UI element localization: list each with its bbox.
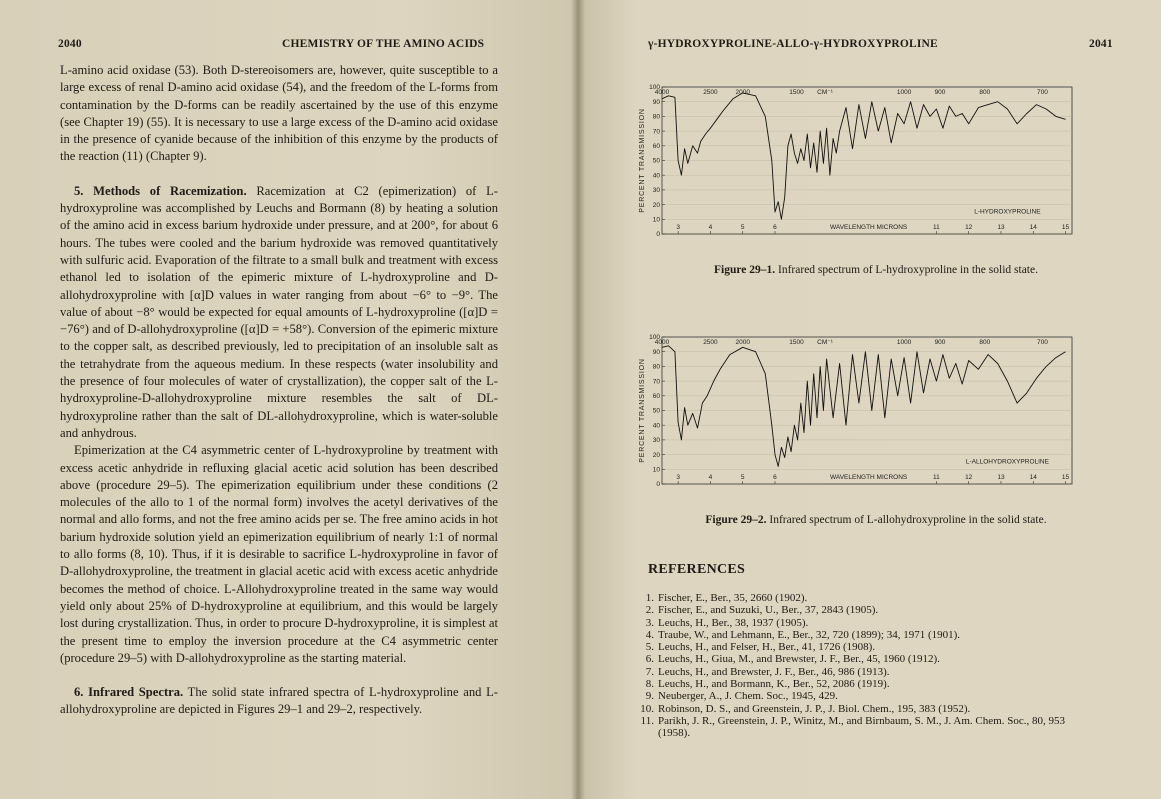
top-tick-label: 700 xyxy=(1037,89,1048,96)
reference-item: 5. Leuchs, H., and Felser, H., Ber., 41, 1726 (1908). xyxy=(645,641,876,654)
figure-number: Figure 29–2. xyxy=(705,514,767,526)
reference-item: 3. Leuchs, H., Ber., 38, 1937 (1905). xyxy=(645,616,809,629)
x-tick-label: 11 xyxy=(933,224,940,231)
reference-item: 10. Robinson, D. S., and Greenstein, J. P., J. Biol. Chem., 195, 383 (1952). xyxy=(640,702,971,715)
paragraph-infrared xyxy=(60,684,498,719)
left-page-number: 2040 xyxy=(58,38,82,50)
top-tick-label: 2500 xyxy=(703,89,718,96)
y-tick-label: 70 xyxy=(652,378,660,386)
paragraph-racemization xyxy=(60,183,498,442)
figure-caption-text: Infrared spectrum of L-allohydroxyproline in the solid state. xyxy=(769,514,1047,526)
figure-29-1 xyxy=(636,84,1076,276)
spectrum-line xyxy=(662,346,1066,467)
x-tick-label: 15 xyxy=(1061,224,1070,231)
x-tick-label: 4 xyxy=(708,474,713,481)
top-tick-label: 1500 xyxy=(789,339,804,346)
reference-item: 4. Traube, W., and Lehmann, E., Ber., 32, 720 (1899); 34, 1971 (1901). xyxy=(645,628,961,641)
top-tick-label: 2000 xyxy=(735,89,750,96)
x-tick-label: 12 xyxy=(965,474,973,481)
left-body-text xyxy=(60,62,498,719)
reference-item: 8. Leuchs, H., and Bormann, K., Ber., 52, 2086 (1919). xyxy=(645,678,890,691)
top-tick-label: 4000 xyxy=(654,339,670,346)
reference-item: 7. Leuchs, H., and Brewster, J. F., Ber., 46, 986 (1913). xyxy=(645,665,890,678)
y-tick-label: 30 xyxy=(652,437,660,445)
x-tick-label: 14 xyxy=(1029,474,1037,481)
y-tick-label: 10 xyxy=(652,216,660,224)
x-tick-label: 14 xyxy=(1029,224,1037,231)
top-tick-label: 1000 xyxy=(896,339,912,346)
figure-caption xyxy=(676,514,1076,526)
y-tick-label: 90 xyxy=(652,98,660,106)
y-axis-label: PERCENT TRANSMISSION xyxy=(639,358,646,463)
y-tick-label: 40 xyxy=(652,422,660,430)
y-tick-label: 100 xyxy=(649,84,660,92)
figure-29-2 xyxy=(636,334,1076,526)
figure-caption xyxy=(676,264,1076,276)
top-tick-label: 1000 xyxy=(896,89,912,96)
x-axis-label: WAVELENGTH MICRONS xyxy=(829,474,908,481)
y-tick-label: 70 xyxy=(652,128,660,136)
top-tick-label: 2000 xyxy=(735,339,750,346)
y-tick-label: 30 xyxy=(652,187,660,195)
reference-item: 11. Parikh, J. R., Greenstein, J. P., Winitz, M., and Birnbaum, S. M., J. Am. Chem. Soc., 80, 953 (1958). xyxy=(640,714,1065,740)
sample-label: L-ALLOHYDROXYPROLINE xyxy=(965,458,1049,466)
heading-racemization: 5. Methods of Racemization. xyxy=(74,183,247,198)
y-tick-label: 50 xyxy=(652,157,660,165)
x-axis-label: WAVELENGTH MICRONS xyxy=(829,224,908,231)
top-tick-label: CM⁻¹ xyxy=(817,339,833,346)
y-tick-label: 0 xyxy=(656,481,660,489)
x-tick-label: 13 xyxy=(997,224,1005,231)
right-page xyxy=(578,0,1161,799)
reference-item: 2. Fischer, E., and Suzuki, U., Ber., 37, 2843 (1905). xyxy=(645,604,879,617)
top-tick-label: 900 xyxy=(934,339,946,346)
left-page xyxy=(0,0,578,799)
paragraph-epimerization: Epimerization at the C4 asymmetric center of L-hydroxyproline by treatment with excess acetic anhydride in refluxing glacial acetic acid solution has been described above (procedure 29–5). The epimerization equilibrium under these conditions (2 molecules of the allo to 1 of the normal form) involves the acetyl derivatives of the normal and allo forms, and not the free amino acids per se. The free amino acids in hot barium hydroxide solution yield an epimerization equilibrium of nearly 1:1 of normal to allo forms (8, 10). Thus, if it is desirable to sacrifice L-hydroxyproline in favor of D-allohydroxyproline, the treatment in glacial acetic acid with excess acetic anhydride becomes the method of choice. L-Allohydroxyproline treated in the same way would yield only about 25% of D-hydroxyproline at equilibrium, and this would be largely lost during crystallization. Thus, in order to procure D-hydroxyproline, it is simplest at the present time to employ the inversion procedure at the C4 asymmetric center (procedure 29–5) with D-allohydroxyproline as the starting material. xyxy=(60,443,498,665)
spectrum-chart xyxy=(636,84,1076,249)
y-tick-label: 0 xyxy=(656,231,660,239)
y-tick-label: 80 xyxy=(652,113,660,121)
book-gutter xyxy=(571,0,585,799)
y-tick-label: 90 xyxy=(652,348,660,356)
right-page-number: 2041 xyxy=(1089,38,1113,50)
y-tick-label: 60 xyxy=(652,393,660,400)
y-tick-label: 40 xyxy=(652,172,660,180)
x-tick-label: 13 xyxy=(997,474,1005,481)
y-tick-label: 10 xyxy=(652,466,660,474)
x-tick-label: 5 xyxy=(740,224,745,231)
sample-label: L-HYDROXYPROLINE xyxy=(974,208,1041,216)
paragraph-racemization-text: Racemization at C2 (epimerization) of L-hydroxyproline was accomplished by Leuchs and Bormann (8) by heating a solution of the amino acid in excess barium hydroxide under pressure, and at 200°, for about 6 hours. The tubes were cooled and the barium hydroxide was removed quantitatively with sulfuric acid. Evaporation of the filtrate to a small bulk and treatment with excess ethanol led to isolation of the epimeric mixture of L-hydroxyproline and D-allohydroxyproline with [α]D values in water ranging from about −6° to −9°. The value of about −8° would be expected for equal amounts of L-hydroxyproline ([α]D = −76°) and of D-allohydroxyproline ([α]D = +58°). Conversion of the epimeric mixture to the copper salt, as described previously, led to precipitation of an insoluble salt as the tetrahydrate from the aqueous medium. In these respects (water insolubility and the presence of four molecules of water of crystallization), the copper salt of the L-hydroxyproline-D-allohydroxyproline mixture resembles the salt of DL-hydroxyproline rather than the salt of DL-allohydroxyproline, which is water-soluble and anhydrous. xyxy=(60,183,498,440)
top-tick-label: 1500 xyxy=(789,89,804,96)
spectrum-svg xyxy=(636,334,1076,499)
x-tick-label: 6 xyxy=(773,474,777,481)
spectrum-svg xyxy=(636,84,1076,249)
x-tick-label: 11 xyxy=(933,474,940,481)
top-tick-label: 800 xyxy=(979,89,991,96)
top-tick-label: 800 xyxy=(979,339,991,346)
x-tick-label: 3 xyxy=(676,474,680,481)
spectrum-chart xyxy=(636,334,1076,499)
reference-item: 1. Fischer, E., Ber., 35, 2660 (1902). xyxy=(645,592,808,604)
top-tick-label: 4000 xyxy=(654,89,670,96)
references-heading: REFERENCES xyxy=(648,562,746,577)
top-tick-label: 900 xyxy=(934,89,946,96)
top-tick-label: 700 xyxy=(1037,339,1048,346)
reference-item: 6. Leuchs, H., Giua, M., and Brewster, J. F., Ber., 45, 1960 (1912). xyxy=(645,653,940,666)
left-running-title: CHEMISTRY OF THE AMINO ACIDS xyxy=(282,38,485,50)
figure-number: Figure 29–1. xyxy=(714,264,776,276)
x-tick-label: 4 xyxy=(708,224,713,231)
top-tick-label: CM⁻¹ xyxy=(817,89,833,96)
x-tick-label: 6 xyxy=(773,224,777,231)
right-running-title: γ-HYDROXYPROLINE-ALLO-γ-HYDROXYPROLINE xyxy=(648,38,938,50)
x-tick-label: 15 xyxy=(1061,474,1070,481)
heading-infrared: 6. Infrared Spectra. xyxy=(74,685,184,700)
top-tick-label: 2500 xyxy=(703,339,718,346)
y-tick-label: 20 xyxy=(652,451,660,459)
x-tick-label: 5 xyxy=(740,474,745,481)
y-tick-label: 50 xyxy=(652,407,660,415)
paragraph-oxidase: L-amino acid oxidase (53). Both D-stereoisomers are, however, quite susceptible to a large excess of renal D-amino acid oxidase (54), and the freedom of the L-forms from contamination by the D-forms can be readily ascertained by the use of this enzyme (see Chapter 19) (55). It is necessary to use a large excess of the D-amino acid oxidase in the presence of cyanide because of the inhibition of this enzyme by the products of the reaction (11) (Chapter 9). xyxy=(60,63,498,164)
y-tick-label: 80 xyxy=(652,363,660,371)
paragraph-infrared-text: The solid state infrared spectra of L-hydroxyproline and L-allohydroxyproline are depicted in Figures 29–1 and 29–2, respectively. xyxy=(60,685,498,717)
spectrum-line xyxy=(662,93,1066,219)
references-list xyxy=(636,592,1096,740)
y-tick-label: 20 xyxy=(652,201,660,209)
x-tick-label: 12 xyxy=(965,224,973,231)
x-tick-label: 3 xyxy=(676,224,680,231)
figure-caption-text: Infrared spectrum of L-hydroxyproline in the solid state. xyxy=(778,264,1038,276)
reference-item: 9. Neuberger, A., J. Chem. Soc., 1945, 429. xyxy=(645,690,838,703)
y-axis-label: PERCENT TRANSMISSION xyxy=(639,108,646,213)
y-tick-label: 100 xyxy=(649,334,660,342)
y-tick-label: 60 xyxy=(652,143,660,150)
